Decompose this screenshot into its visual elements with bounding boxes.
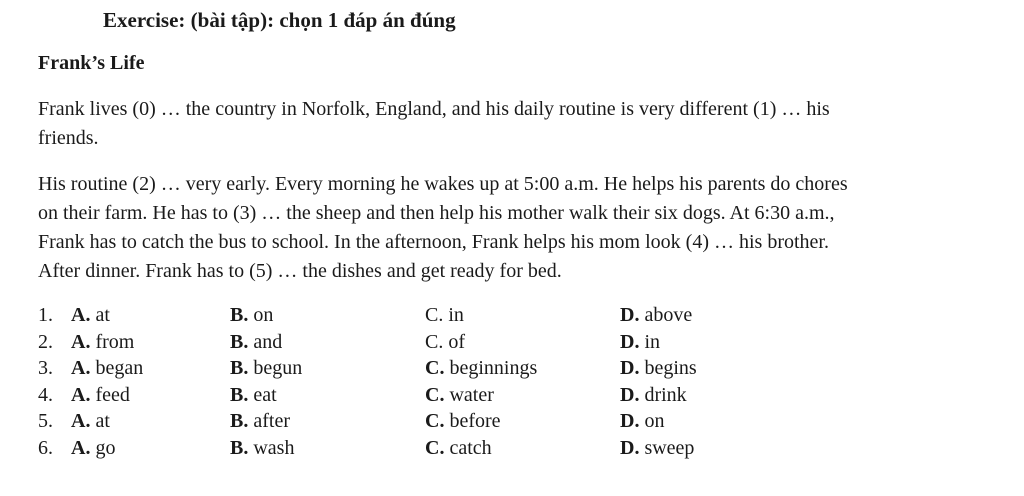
exercise-heading: Exercise: (bài tập): chọn 1 đáp án đúng (103, 8, 456, 32)
question-row-1 (38, 302, 758, 329)
question-number: 3. (38, 357, 53, 380)
option-a[interactable]: A. go (71, 436, 116, 459)
option-b[interactable]: B. begun (230, 357, 303, 380)
option-a[interactable]: A. from (71, 330, 135, 353)
option-d[interactable]: D. drink (620, 383, 687, 406)
question-number: 5. (38, 410, 53, 433)
story-title: Frank’s Life (38, 52, 145, 74)
option-d[interactable]: D. in (620, 330, 661, 353)
option-b[interactable]: B. on (230, 304, 274, 326)
option-c[interactable]: C. before (425, 410, 501, 433)
option-d[interactable]: D. sweep (620, 436, 695, 459)
question-number: 2. (38, 330, 53, 353)
option-d[interactable]: D. on (620, 410, 665, 433)
paragraph-line: friends. (38, 127, 99, 149)
question-number: 6. (38, 436, 53, 459)
option-d[interactable]: D. above (620, 304, 693, 326)
option-c[interactable]: C. water (425, 383, 494, 406)
option-b[interactable]: B. eat (230, 383, 277, 406)
paragraph-line: on their farm. He has to (3) … the sheep and then help his mother walk their six dogs. At 6:30 a.m., (38, 202, 835, 224)
question-number: 4. (38, 383, 53, 406)
paragraph-line: Frank has to catch the bus to school. In the afternoon, Frank helps his mom look (4) … his brother. (38, 231, 829, 253)
paragraph-line: His routine (2) … very early. Every morning he wakes up at 5:00 a.m. He helps his parents do chores (38, 173, 848, 195)
question-row-6 (38, 435, 758, 462)
story-paragraph-2 (38, 170, 998, 286)
option-b[interactable]: B. and (230, 330, 283, 353)
option-b[interactable]: B. wash (230, 436, 295, 459)
option-a[interactable]: A. at (71, 410, 110, 433)
option-a[interactable]: A. began (71, 357, 144, 380)
answer-options-list (38, 302, 758, 462)
question-number: 1. (38, 304, 53, 326)
option-c[interactable]: C. in (425, 304, 464, 326)
option-b[interactable]: B. after (230, 410, 290, 433)
story-paragraph-1 (38, 95, 998, 153)
option-d[interactable]: D. begins (620, 357, 697, 380)
option-c[interactable]: C. beginnings (425, 357, 538, 380)
question-row-2 (38, 329, 758, 356)
option-a[interactable]: A. feed (71, 383, 130, 406)
paragraph-line: Frank lives (0) … the country in Norfolk, England, and his daily routine is very different (1) … his (38, 98, 830, 120)
question-row-3 (38, 355, 758, 382)
paragraph-line: After dinner. Frank has to (5) … the dishes and get ready for bed. (38, 260, 562, 282)
question-row-5 (38, 408, 758, 435)
option-a[interactable]: A. at (71, 304, 110, 326)
option-c[interactable]: C. of (425, 330, 466, 353)
question-row-4 (38, 382, 758, 409)
option-c[interactable]: C. catch (425, 436, 492, 459)
